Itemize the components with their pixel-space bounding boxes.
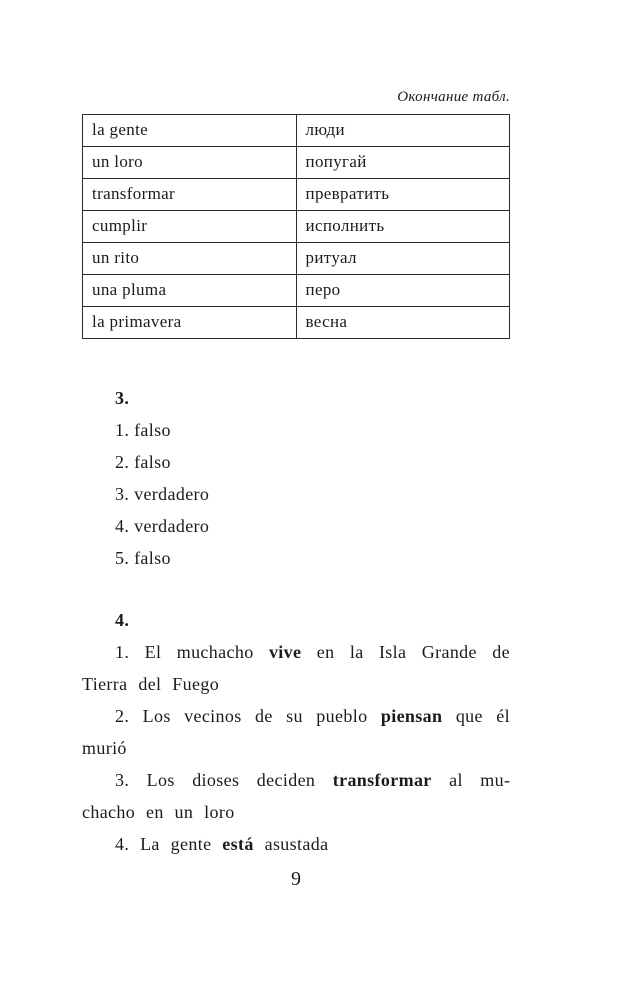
answer-item: 1. falso (115, 420, 171, 440)
verb-highlight: piensan (380, 706, 443, 726)
sentence (82, 764, 510, 828)
sentence (82, 636, 510, 700)
answer-item: 3. verdadero (115, 484, 210, 504)
sentence (82, 700, 510, 764)
section-4 (82, 604, 510, 860)
verb-highlight: está (222, 834, 254, 854)
verb-highlight: vive (268, 642, 302, 662)
answer-item: 2. falso (115, 452, 171, 472)
vocab-row (83, 115, 510, 147)
sentence-text: 2. Los vecinos de su pueblo (115, 706, 381, 726)
vocabulary-table (82, 114, 510, 339)
section-4-heading: 4. (115, 610, 130, 630)
spanish-term: un rito (83, 243, 297, 275)
spanish-term: la gente (83, 115, 297, 147)
spanish-term: transformar (83, 179, 297, 211)
answer-item: 5. falso (115, 548, 171, 568)
spanish-term: un loro (83, 147, 297, 179)
sentence (82, 828, 510, 860)
russian-translation: весна (296, 307, 510, 339)
vocab-row (83, 179, 510, 211)
spanish-term: la primavera (83, 307, 297, 339)
russian-translation: превратить (296, 179, 510, 211)
vocab-row (83, 307, 510, 339)
vocab-row (83, 275, 510, 307)
russian-translation: ритуал (296, 243, 510, 275)
spanish-term: cumplir (83, 211, 297, 243)
section-3 (82, 382, 510, 574)
exercise-answers (82, 382, 510, 860)
vocab-row (83, 243, 510, 275)
table-continuation-caption: Окончание табл. (397, 89, 510, 105)
sentence-text: 1. El muchacho (115, 642, 269, 662)
verb-highlight: transformar (332, 770, 432, 790)
sentence-text: 3. Los dioses deciden (115, 770, 333, 790)
vocab-row (83, 147, 510, 179)
sentences-container (82, 636, 510, 860)
sentence-text: al muchacho en un loro (82, 770, 510, 822)
sentence-text: asustada (253, 834, 329, 854)
answer-item: 4. verdadero (115, 516, 210, 536)
russian-translation: перо (296, 275, 510, 307)
sentence-text: 4. La gente (115, 834, 223, 854)
russian-translation: исполнить (296, 211, 510, 243)
spanish-term: una pluma (83, 275, 297, 307)
section-3-heading: 3. (115, 388, 130, 408)
sentence-text: en la Isla Grande de Tierra del Fuego (82, 642, 510, 694)
sentence-text: que él murió (82, 706, 510, 758)
page-number: 9 (291, 868, 301, 890)
russian-translation: люди (296, 115, 510, 147)
vocab-table-body (83, 115, 510, 339)
answers-list (82, 414, 510, 574)
vocab-row (83, 211, 510, 243)
russian-translation: попугай (296, 147, 510, 179)
